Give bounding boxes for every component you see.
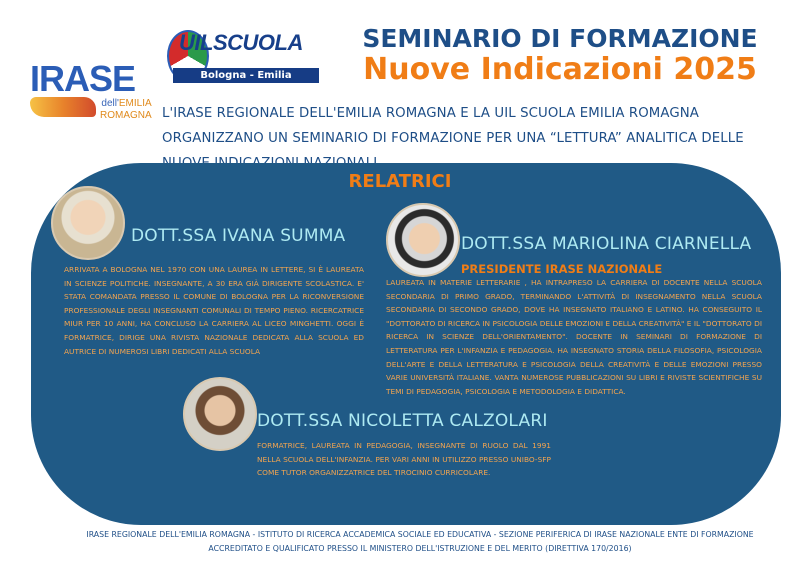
irase-logo-text: IRASE: [30, 58, 136, 99]
seminar-title: SEMINARIO DI FORMAZIONE: [362, 24, 758, 53]
irase-sub-line2: ROMAGNA: [100, 110, 152, 121]
speaker-name-calzolari: DOTT.SSA NICOLETTA CALZOLARI: [257, 411, 548, 431]
speaker-photo-ciarnella: [386, 203, 460, 277]
speaker-photo-summa: [51, 186, 125, 260]
uilscuola-logo: [165, 26, 320, 96]
irase-logo-subtitle: [100, 98, 152, 122]
irase-sub-region: EMILIA: [118, 98, 152, 109]
seminar-subtitle: Nuove Indicazioni 2025: [363, 52, 757, 87]
uilscuola-logo-band: Bologna - Emilia Romagna: [173, 68, 319, 83]
intro-text: L'IRASE REGIONALE DELL'EMILIA ROMAGNA E LA UIL SCUOLA EMILIA ROMAGNA ORGANIZZANO UN SEMINARIO DI FORMAZIONE PER UNA “LETTURA” ANALITICA DELLE: [162, 106, 744, 146]
footer-text: IRASE REGIONALE DELL'EMILIA ROMAGNA - ISTITUTO DI RICERCA ACCADEMICA SOCIALE ED EDUCATIVA - SEZIONE PERIFERICA DI IRASE NAZIONALE ENTE DI FORMAZIONE ACCREDITATO E QUALIFICATO PRESSO IL MINISTERO DELL'ISTRUZIONE E DEL MERITO (DIRETTIVA 170/2016): [86, 530, 754, 553]
irase-logo: [22, 30, 157, 130]
irase-sub-prefix: dell': [101, 98, 119, 109]
speaker-name-ciarnella: DOTT.SSA MARIOLINA CIARNELLA: [461, 234, 752, 254]
speaker-bio-summa: ARRIVATA A BOLOGNA NEL 1970 CON UNA LAUREA IN LETTERE, SI È LAUREATA IN SCIENZE POLITICHE. INSEGNANTE, A 30 ERA GIÀ DIRIGENTE SCOLASTICA. E' STATA COMANDATA PRESSO IL COMUNE DI BOLOGNA PER LA RICONVERSIONE PROFESSIONALE DEGLI INSEGNANTI COMUNALI DI TEMPO PIENO. RICERCATRICE MIUR PER 10 ANNI, HA CONCLUSO LA CARRIERA AL LICEO MINGHETTI. OGGI È FORMATRICE, DIRIGE UNA RIVISTA NAZIONALE DEDICATA ALLA SCUOLA ED AUTRICE DI NUMEROSI LIBRI DEDICATI ALLA SCUOLA: [64, 265, 364, 356]
uilscuola-logo-text: UILSCUOLA: [179, 30, 303, 55]
speaker-role-ciarnella: PRESIDENTE IRASE NAZIONALE: [461, 262, 663, 276]
speaker-photo-calzolari: [183, 377, 257, 451]
speaker-bio-ciarnella: LAUREATA IN MATERIE LETTERARIE , HA INTRAPRESO LA CARRIERA DI DOCENTE NELLA SCUOLA SECONDARIA DI PRIMO GRADO, TERMINANDO L'ATTIVITÀ DI INSEGNAMENTO NELLA SCUOLA SECONDARIA DI SECONDO GRADO, DOVE HA INSEGNATO ITALIANO E LATINO. HA CONSEGUITO IL "DOTTORATO DI RICERCA IN PSICOLOGIA DELLE EMOZIONI E DELLA CREATIVITÀ" E IL "DOTTORATO DI RICERCA IN SCIENZE DELL'ORIENTAMENTO". DOCENTE IN SEMINARI DI FORMAZIONE DI LETTERATURA PER L'INFANZIA E PEDAGOGIA. HA INSEGNATO STORIA DELLA FILOSOFIA, PSICOLOGIA DELL'ARTE E DELLA LETTERATURA E PSICOLOGIA DELLA CREATIVITÀ E DELLE EMOZIONI PRESSO VARIE UNIVERSITÀ ITALIANE. VANTA NUMEROSE PUBBLICAZIONI SU LIBRI E RIVISTE SCIENTIFICHE SU TEMI DI PEDAGOGIA, PSICOLOGIA E METODOLOGIA E DIDATTICA.: [386, 278, 762, 396]
speaker-name-summa: DOTT.SSA IVANA SUMMA: [131, 226, 346, 246]
region-map-icon: [30, 97, 96, 117]
speakers-heading: RELATRICI: [348, 171, 452, 192]
speaker-bio-calzolari: FORMATRICE, LAUREATA IN PEDAGOGIA, INSEGNANTE DI RUOLO DAL 1991 NELLA SCUOLA DELL'INFANZIA. PER VARI ANNI IN UTILIZZO PRESSO UNIBO-SFP COME TUTOR ORGANIZZATRICE DEL TIROCINIO CURRICOLARE.: [257, 441, 551, 478]
